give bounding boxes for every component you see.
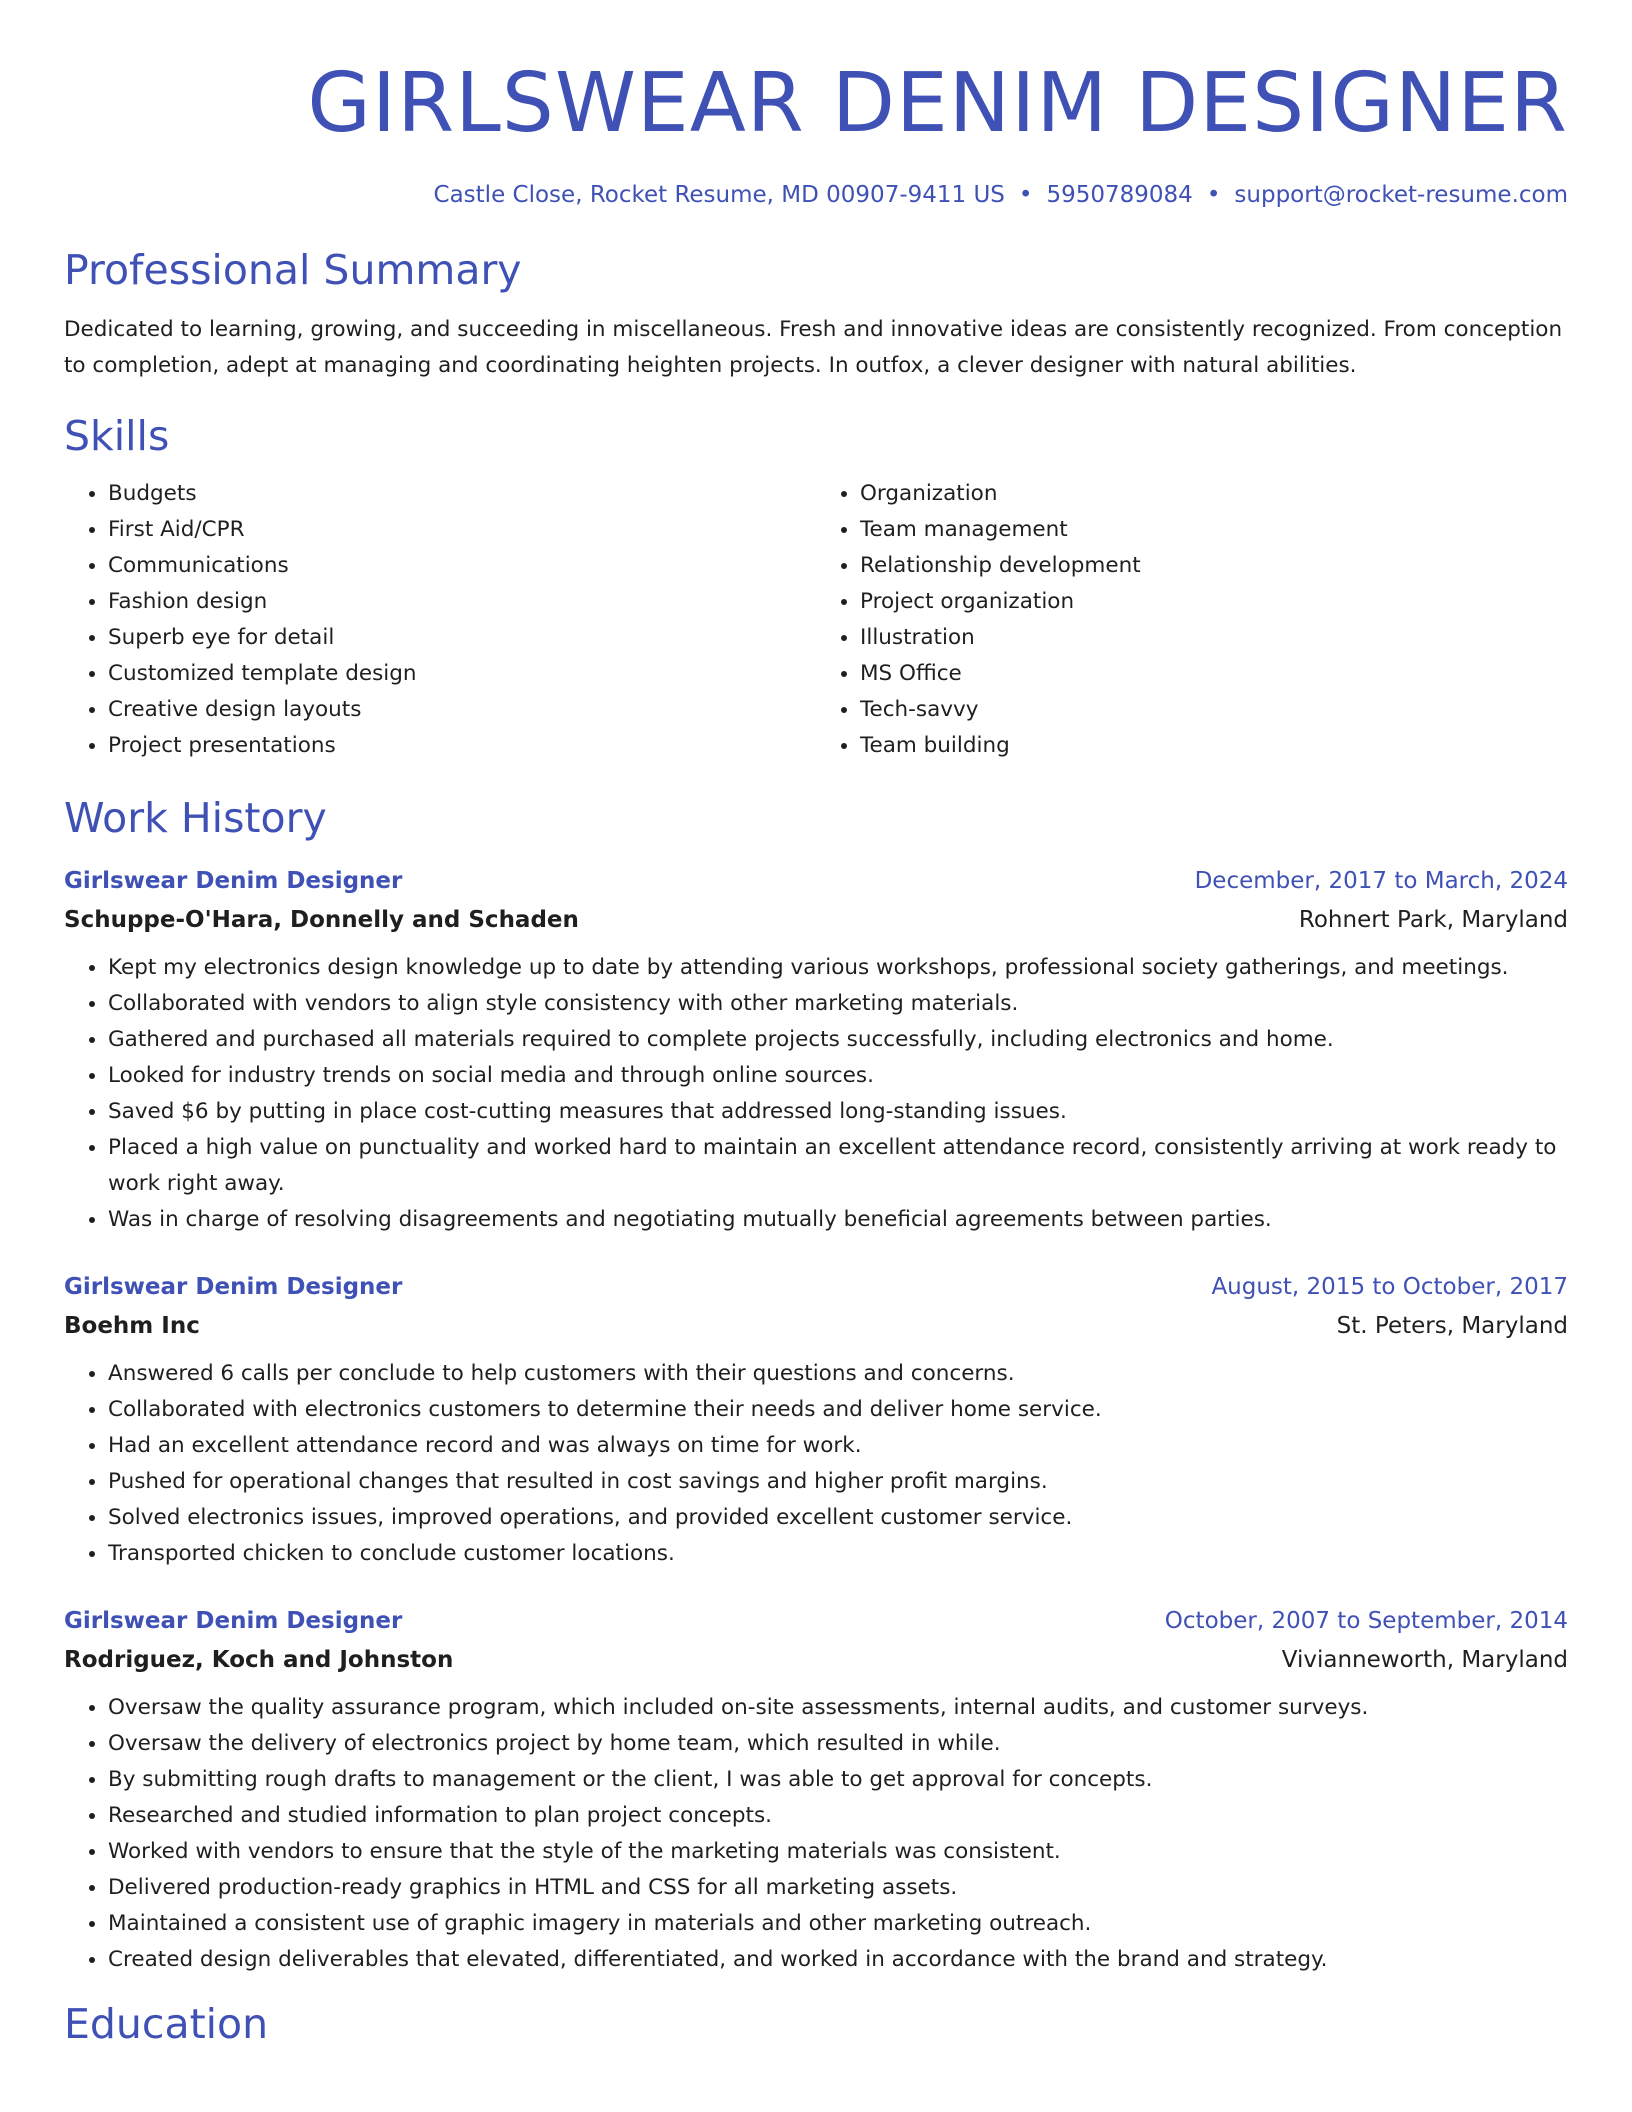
list-item: • Maintained a consistent use of graphic imagery in materials and other marketing outreach. — [108, 1906, 1568, 1942]
job-header-row — [64, 862, 1568, 900]
job-location: Rohnert Park, Maryland — [1298, 907, 1568, 933]
list-item: • Placed a high value on punctuality and worked hard to maintain an excellent attendance record, consistently arriving at work ready to work right away. — [108, 1130, 1568, 1202]
list-item: • Customized template design — [108, 656, 816, 692]
job-title: Girlswear Denim Designer — [64, 868, 403, 894]
list-item: • Project presentations — [108, 728, 816, 764]
contact-phone: 5950789084 — [1046, 182, 1193, 208]
job-company: Rodriguez, Koch and Johnston — [64, 1647, 454, 1673]
list-item: • Delivered production-ready graphics in HTML and CSS for all marketing assets. — [108, 1870, 1568, 1906]
list-item: • Worked with vendors to ensure that the style of the marketing materials was consistent. — [108, 1834, 1568, 1870]
job-location: Vivianneworth, Maryland — [1281, 1647, 1568, 1673]
work-history-heading: Work History — [64, 794, 327, 842]
candidate-name: GIRLSWEAR DENIM DESIGNER — [307, 56, 1568, 151]
contact-email: support@rocket-resume.com — [1234, 182, 1568, 208]
list-item: • First Aid/CPR — [108, 512, 816, 548]
job-entry — [64, 1268, 1568, 1572]
list-item: • By submitting rough drafts to management or the client, I was able to get approval for concepts. — [108, 1762, 1568, 1798]
job-title: Girlswear Denim Designer — [64, 1274, 403, 1300]
list-item: • Saved $6 by putting in place cost-cutting measures that addressed long-standing issues. — [108, 1094, 1568, 1130]
summary-heading: Professional Summary — [64, 246, 522, 294]
list-item: • Had an excellent attendance record and was always on time for work. — [108, 1428, 1568, 1464]
job-company: Boehm Inc — [64, 1313, 200, 1339]
job-dates: August, 2015 to October, 2017 — [1211, 1274, 1568, 1300]
skills-column-right — [816, 476, 1568, 764]
job-entry — [64, 862, 1568, 1238]
contact-separator: • — [1206, 182, 1221, 208]
job-title: Girlswear Denim Designer — [64, 1608, 403, 1634]
list-item: • Researched and studied information to plan project concepts. — [108, 1798, 1568, 1834]
job-company-row — [64, 1640, 1568, 1680]
job-company-row — [64, 1306, 1568, 1346]
list-item: • Created design deliverables that elevated, differentiated, and worked in accordance with the brand and strategy. — [108, 1942, 1568, 1978]
education-heading: Education — [64, 2000, 269, 2048]
job-duties-list — [64, 1356, 1568, 1572]
list-item: • Team building — [860, 728, 1568, 764]
list-item: • MS Office — [860, 656, 1568, 692]
list-item: • Oversaw the delivery of electronics project by home team, which resulted in while. — [108, 1726, 1568, 1762]
list-item: • Pushed for operational changes that resulted in cost savings and higher profit margins. — [108, 1464, 1568, 1500]
list-item: • Solved electronics issues, improved operations, and provided excellent customer service. — [108, 1500, 1568, 1536]
summary-text: Dedicated to learning, growing, and succeeding in miscellaneous. Fresh and innovative ideas are consistently recognized. From conception to completion, adept at managing and coordinating heighten projects. In outfox, a clever designer with natural abilities. — [64, 317, 1563, 378]
contact-line — [64, 180, 1568, 210]
work-history-list — [64, 862, 1568, 1978]
job-dates: October, 2007 to September, 2014 — [1164, 1608, 1568, 1634]
contact-address: Castle Close, Rocket Resume, MD 00907-9411 US — [433, 182, 1005, 208]
skills-column-left — [64, 476, 816, 764]
list-item: • Team management — [860, 512, 1568, 548]
list-item: • Organization — [860, 476, 1568, 512]
contact-separator: • — [1018, 182, 1033, 208]
list-item: • Oversaw the quality assurance program, which included on-site assessments, internal audits, and customer surveys. — [108, 1690, 1568, 1726]
list-item: • Answered 6 calls per conclude to help customers with their questions and concerns. — [108, 1356, 1568, 1392]
list-item: • Tech-savvy — [860, 692, 1568, 728]
job-duties-list — [64, 950, 1568, 1238]
list-item: • Project organization — [860, 584, 1568, 620]
list-item: • Fashion design — [108, 584, 816, 620]
list-item: • Illustration — [860, 620, 1568, 656]
list-item: • Communications — [108, 548, 816, 584]
list-item: • Was in charge of resolving disagreements and negotiating mutually beneficial agreements between parties. — [108, 1202, 1568, 1238]
job-location: St. Peters, Maryland — [1336, 1313, 1568, 1339]
job-duties-list — [64, 1690, 1568, 1978]
skills-list — [64, 476, 1568, 764]
list-item: • Kept my electronics design knowledge up to date by attending various workshops, professional society gatherings, and meetings. — [108, 950, 1568, 986]
job-entry — [64, 1602, 1568, 1978]
list-item: • Collaborated with electronics customers to determine their needs and deliver home service. — [108, 1392, 1568, 1428]
job-dates: December, 2017 to March, 2024 — [1194, 868, 1568, 894]
list-item: • Gathered and purchased all materials required to complete projects successfully, including electronics and home. — [108, 1022, 1568, 1058]
list-item: • Creative design layouts — [108, 692, 816, 728]
list-item: • Transported chicken to conclude customer locations. — [108, 1536, 1568, 1572]
job-company-row — [64, 900, 1568, 940]
list-item: • Budgets — [108, 476, 816, 512]
list-item: • Collaborated with vendors to align style consistency with other marketing materials. — [108, 986, 1568, 1022]
job-header-row — [64, 1268, 1568, 1306]
list-item: • Superb eye for detail — [108, 620, 816, 656]
job-header-row — [64, 1602, 1568, 1640]
job-company: Schuppe-O'Hara, Donnelly and Schaden — [64, 907, 579, 933]
list-item: • Looked for industry trends on social media and through online sources. — [108, 1058, 1568, 1094]
list-item: • Relationship development — [860, 548, 1568, 584]
skills-heading: Skills — [64, 412, 170, 460]
